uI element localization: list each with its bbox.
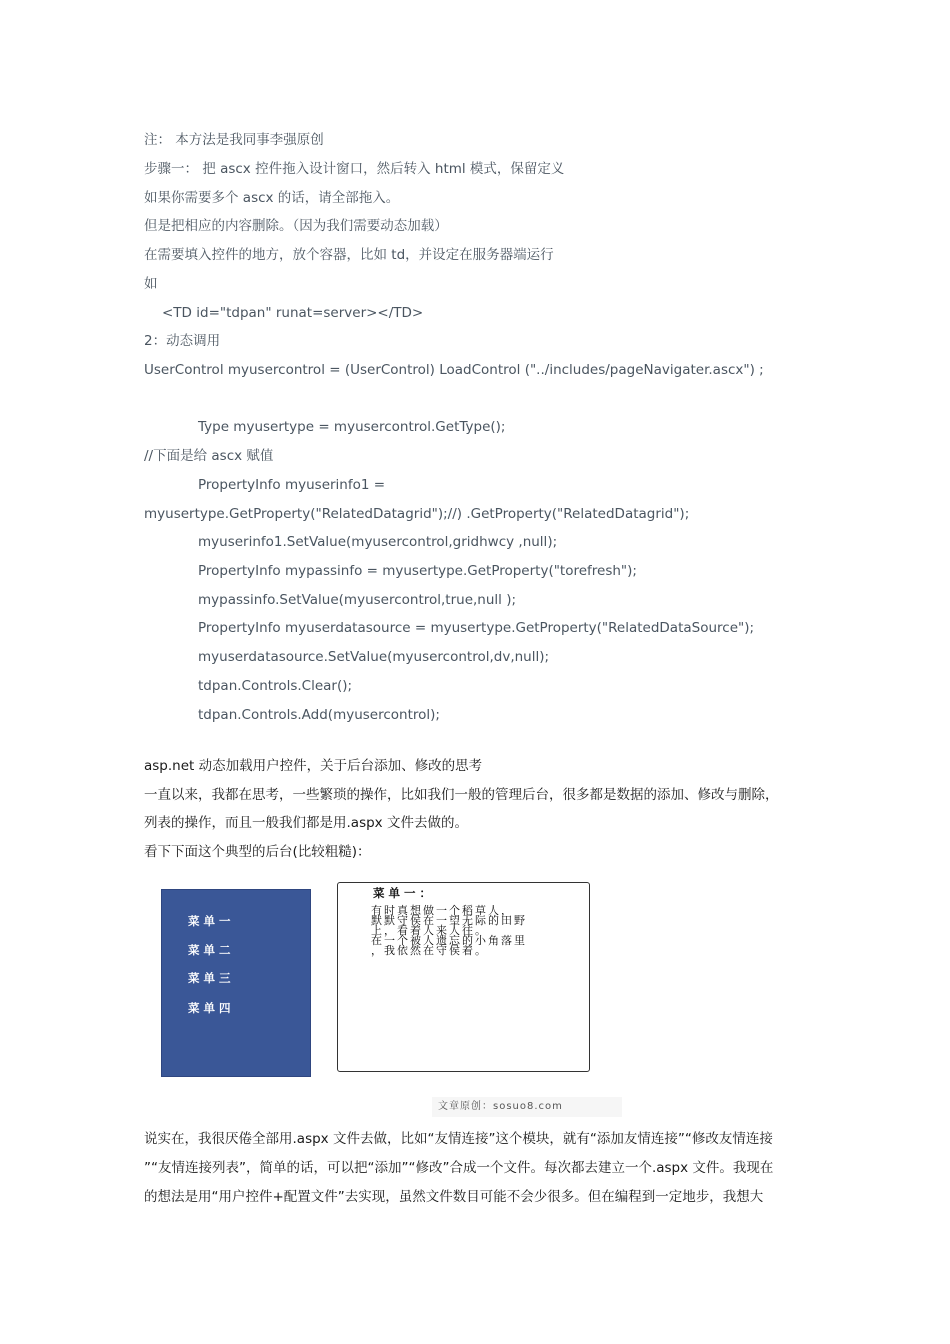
menu-sidebar bbox=[161, 889, 311, 1077]
content-line: 上，看着人来人往。 bbox=[371, 924, 488, 937]
paragraph-line: 看下下面这个典型的后台(比较粗糙)： bbox=[144, 844, 371, 860]
code-line: PropertyInfo mypassinfo = myusertype.GetProperty("torefresh"); bbox=[198, 563, 637, 579]
code-line: tdpan.Controls.Add(myusercontrol); bbox=[198, 707, 440, 723]
menu-item-4: 菜单四 bbox=[188, 1001, 235, 1015]
text-line: 如果你需要多个 ascx 的话，请全部拖入。 bbox=[144, 190, 400, 206]
code-line: myuserinfo1.SetValue(myusercontrol,gridhwcy ,null); bbox=[198, 534, 558, 550]
code-line: PropertyInfo myuserdatasource = myusertype.GetProperty("RelatedDataSource"); bbox=[198, 620, 755, 636]
code-line: Type myusertype = myusercontrol.GetType(); bbox=[198, 419, 506, 435]
admin-screenshot-figure bbox=[160, 882, 592, 1080]
paragraph-line: 一直以来，我都在思考，一些繁琐的操作，比如我们一般的管理后台，很多都是数据的添加、修改与删除， bbox=[144, 787, 779, 803]
menu-item-2: 菜单二 bbox=[188, 943, 235, 957]
section-heading: asp.net 动态加载用户控件，关于后台添加、修改的思考 bbox=[144, 758, 483, 774]
menu-item-3: 菜单三 bbox=[188, 971, 235, 985]
content-title: 菜单一： bbox=[373, 886, 435, 900]
code-line: UserControl myusercontrol = (UserControl) LoadControl ("../includes/pageNavigater.ascx") ; bbox=[144, 362, 764, 378]
code-line: tdpan.Controls.Clear(); bbox=[198, 678, 353, 694]
code-line: mypassinfo.SetValue(myusercontrol,true,null ); bbox=[198, 592, 517, 608]
text-line: 在需要填入控件的地方，放个容器，比如 td，并设定在服务器端运行 bbox=[144, 247, 554, 263]
code-line: myusertype.GetProperty("RelatedDatagrid");//) .GetProperty("RelatedDatagrid"); bbox=[144, 506, 690, 522]
comment-line: //下面是给 ascx 赋值 bbox=[144, 448, 274, 464]
step2-line: 2：动态调用 bbox=[144, 333, 221, 349]
content-line: 默默守侯在一望无际的田野 bbox=[371, 914, 527, 927]
step1-line: 步骤一： 把 ascx 控件拖入设计窗口，然后转入 html 模式，保留定义 bbox=[144, 161, 565, 177]
code-line: myuserdatasource.SetValue(myusercontrol,dv,null); bbox=[198, 649, 550, 665]
paragraph-line: ”“友情连接列表”，简单的话，可以把“添加”“修改”合成一个文件。每次都去建立一个.aspx 文件。我现在 bbox=[144, 1160, 774, 1176]
code-line: PropertyInfo myuserinfo1 = bbox=[198, 477, 386, 493]
paragraph-line: 列表的操作，而且一般我们都是用.aspx 文件去做的。 bbox=[144, 815, 468, 831]
content-line: ，我依然在守侯着。 bbox=[371, 944, 488, 957]
content-panel bbox=[337, 882, 590, 1072]
figure-caption: 文章原创：sosuo8.com bbox=[432, 1097, 622, 1117]
content-line: 有时真想做一个稻草人， bbox=[371, 904, 514, 917]
code-line: <TD id="tdpan" runat=server></TD> bbox=[162, 305, 424, 321]
note-line: 注： 本方法是我同事李强原创 bbox=[144, 132, 324, 148]
menu-item-1: 菜单一 bbox=[188, 914, 235, 928]
paragraph-line: 的想法是用“用户控件+配置文件”去实现，虽然文件数目可能不会少很多。但在编程到一定地步，我想大 bbox=[144, 1189, 764, 1205]
paragraph-line: 说实在，我很厌倦全部用.aspx 文件去做，比如“友情连接”这个模块，就有“添加友情连接”“修改友情连接 bbox=[144, 1131, 773, 1147]
text-line: 如 bbox=[144, 276, 158, 292]
text-line: 但是把相应的内容删除。（因为我们需要动态加载） bbox=[144, 218, 448, 234]
content-line: 在一个被人遗忘的小角落里 bbox=[371, 934, 527, 947]
